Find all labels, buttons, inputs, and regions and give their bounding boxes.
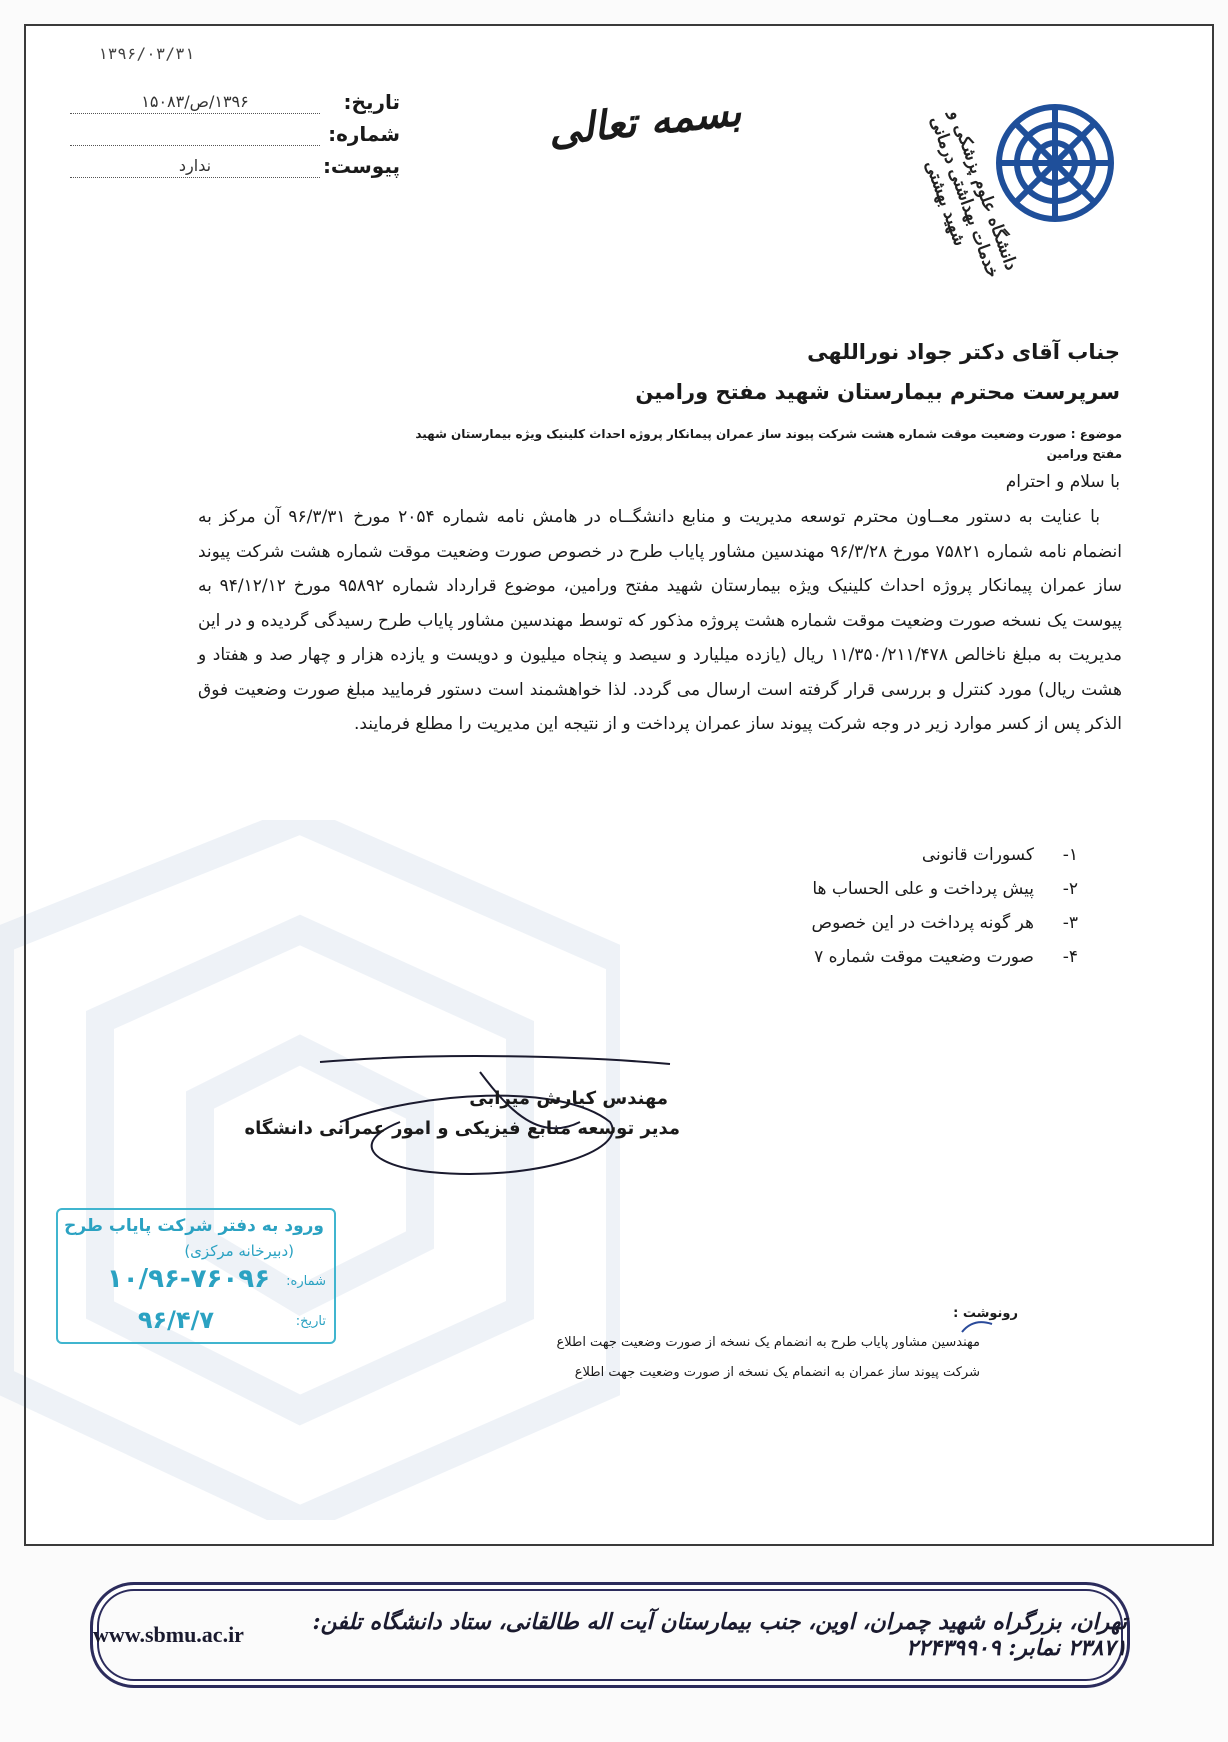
addressee-block <box>635 340 1120 404</box>
stamp-number-value: ۱۰/۹۶-۷۶۰۹۶ <box>106 1264 270 1294</box>
number-label: شماره: <box>328 122 400 146</box>
received-stamp <box>56 1208 336 1344</box>
number-value <box>70 123 320 146</box>
attachment-label: پیوست: <box>322 154 400 178</box>
stamp-heading: ورود به دفتر شرکت پایاب طرح <box>64 1216 324 1236</box>
letter-meta <box>70 82 400 178</box>
university-logo-text: دانشگاه علوم پزشکی و خدمات بهداشتی درمانی شهید بهشتی <box>920 107 1022 281</box>
letterhead-footer <box>90 1582 1130 1688</box>
footer-url: www.sbmu.ac.ir <box>93 1622 244 1647</box>
signatory-title: مدیر توسعه منابع فیزیکی و امور عمرانی دانشگاه <box>244 1118 680 1139</box>
deduction-list <box>812 838 1078 974</box>
item-number: ۲- <box>1062 879 1078 899</box>
signatory-name: مهندس کیارش میرابی <box>469 1088 668 1109</box>
list-item <box>812 940 1078 974</box>
cc-heading: رونوشت : <box>953 1306 1018 1321</box>
cc-line: شرکت پیوند ساز عمران به انضمام یک نسخه از صورت وضعیت جهت اطلاع <box>574 1365 980 1380</box>
list-item <box>812 872 1078 906</box>
letter-subject: موضوع : صورت وضعیت موقت شماره هشت شرکت پیوند ساز عمران پیمانکار پروژه احداث کلینیک ویژه بیمارستان شهید مفتح ورامین <box>415 427 1122 461</box>
list-item <box>812 906 1078 940</box>
date-row <box>70 82 400 114</box>
item-text: کسورات قانونی <box>921 845 1034 865</box>
body-paragraph: با عنایت به دستور معــاون محترم توسعه مدیریت و منابع دانشگــاه در هامش نامه شماره ۲۰۵۴ مورخ ۹۶/۳/۳۱ آن مرکز به انضمام نامه شماره ۷۵۸۲۱ مورخ ۹۶/۳/۲۸ مهندسین مشاور پایاب طرح در خصوص صورت وضعیت موقت شماره هشت شرکت پیوند ساز عمران پیمانکار پروژه احداث کلینیک ویژه بیمارستان شهید مفتح ورامین، موضوع قرارداد شماره ۹۵۸۹۲ مورخ ۹۴/۱۲/۱۲ به پیوست یک نسخه صورت وضعیت موقت شماره هشت پروژه مذکور که توسط مهندسین مشاور پایاب طرح رسیدگی گردیده و در این مدیریت به مبلغ ناخالص ۱۱/۳۵۰/۲۱۱/۴۷۸ ریال (یازده میلیارد و سیصد و پنجاه میلیون و دویست و یازده هزار و چهار صد و هفتاد و هشت ریال) مورد کنترل و بررسی قرار گرفته است ارسال می گردد. لذا خواهشمند است دستور فرمایید مبلغ صورت وضعیت فوق الذکر پس از کسر موارد زیر در وجه شرکت پیوند ساز عمران پرداخت و از نتیجه این مدیریت را مطلع فرمایند. <box>198 507 1123 734</box>
list-item <box>812 838 1078 872</box>
number-row <box>70 114 400 146</box>
date-label: تاریخ: <box>343 90 400 114</box>
item-number: ۴- <box>1062 947 1078 967</box>
item-number: ۱- <box>1062 845 1078 865</box>
bismillah-calligraphy: بسمه تعالی <box>546 88 744 155</box>
attachment-row <box>70 146 400 178</box>
stamp-number-label: شماره: <box>286 1274 326 1289</box>
item-text: پیش پرداخت و علی الحساب ها <box>812 879 1034 899</box>
footer-address: تهران، بزرگراه شهید چمران، اوین، جنب بیمارستان آیت اله طالقانی، ستاد دانشگاه تلفن: ۲۳۸۷۱ نمابر: ۲۲۴۳۹۹۰۹ <box>312 1609 1127 1661</box>
cc-list <box>556 1304 980 1388</box>
item-text: هر گونه پرداخت در این خصوص <box>811 913 1034 933</box>
university-logo-icon <box>990 98 1120 228</box>
addressee-title: سرپرست محترم بیمارستان شهید مفتح ورامین <box>635 380 1120 404</box>
stamp-date-value: ۹۶/۴/۷ <box>137 1306 214 1334</box>
greeting: با سلام و احترام <box>1005 472 1120 492</box>
item-text: صورت وضعیت موقت شماره ۷ <box>814 947 1034 967</box>
handwritten-date: ۱۳۹۶/۰۳/۳۱ <box>98 44 195 63</box>
cc-line: مهندسین مشاور پایاب طرح به انضمام یک نسخه از صورت وضعیت جهت اطلاع <box>556 1335 980 1350</box>
addressee-name: جناب آقای دکتر جواد نوراللهی <box>807 340 1120 364</box>
stamp-subheading: (دبیرخانه مرکزی) <box>184 1242 294 1260</box>
attachment-value: ندارد <box>70 155 320 178</box>
item-number: ۳- <box>1062 913 1078 933</box>
letter-body <box>198 500 1122 742</box>
stamp-date-label: تاریخ: <box>295 1314 326 1329</box>
date-value: ۱۳۹۶/ص/۱۵۰۸۳ <box>70 91 320 114</box>
